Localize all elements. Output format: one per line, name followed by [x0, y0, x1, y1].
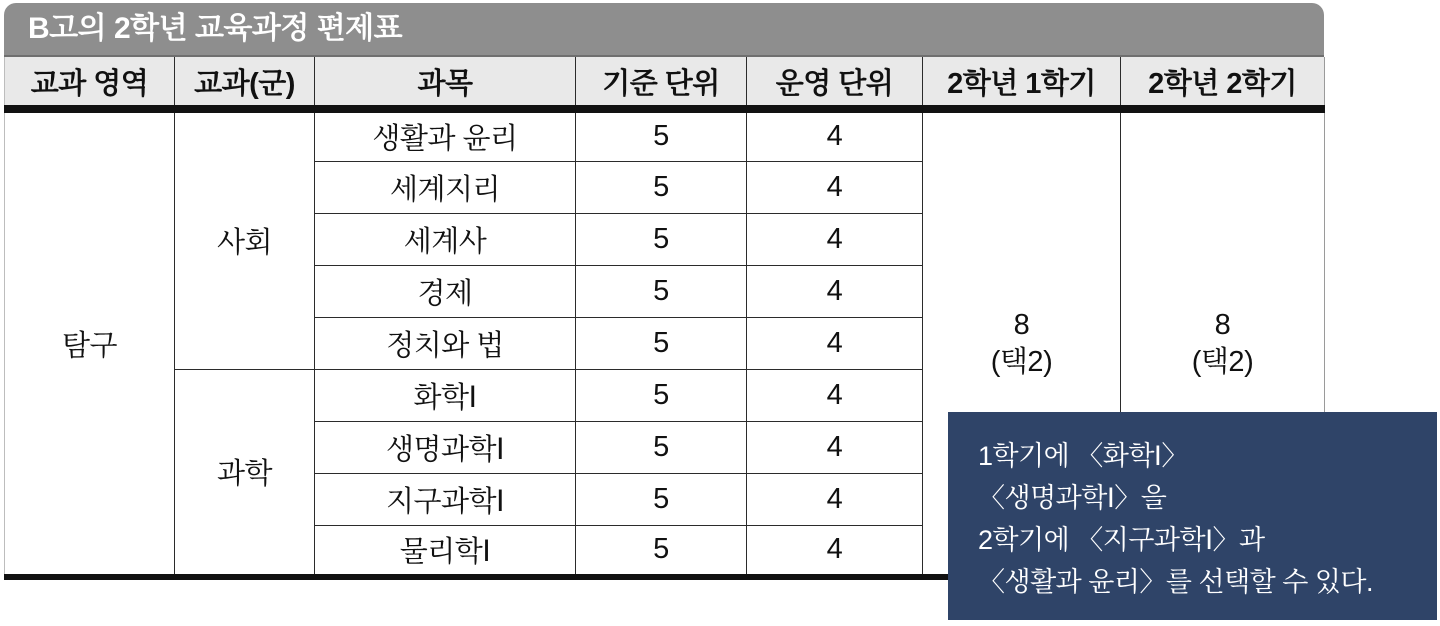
col-header-course: 과목 [315, 57, 576, 109]
standard-units-cell: 5 [576, 525, 747, 577]
area-cell: 탐구 [5, 109, 175, 577]
operating-units-cell: 4 [747, 421, 923, 473]
semester1-units: 8 [1013, 309, 1030, 342]
operating-units-cell: 4 [747, 265, 923, 317]
standard-units-cell: 5 [576, 473, 747, 525]
operating-units-cell: 4 [747, 473, 923, 525]
operating-units-cell: 4 [747, 109, 923, 161]
subject-cell: 지구과학Ⅰ [315, 473, 576, 525]
semester2-units: 8 [1214, 309, 1231, 342]
callout-line: 1학기에 〈화학Ⅰ〉 [978, 441, 1188, 471]
standard-units-cell: 5 [576, 161, 747, 213]
table-row [5, 109, 1325, 161]
callout-line: 〈생활과 윤리〉를 선택할 수 있다. [978, 567, 1373, 597]
col-header-semester2: 2학년 2학기 [1121, 57, 1325, 109]
operating-units-cell: 4 [747, 369, 923, 421]
subject-cell: 정치와 법 [315, 317, 576, 369]
callout-line: 〈생명과학Ⅰ〉을 [978, 483, 1167, 513]
col-header-operating-units: 운영 단위 [747, 57, 923, 109]
subject-cell: 물리학Ⅰ [315, 525, 576, 577]
subject-cell: 세계사 [315, 213, 576, 265]
standard-units-cell: 5 [576, 317, 747, 369]
table-title-bar [4, 3, 1324, 57]
header-row [5, 57, 1325, 109]
callout-box [948, 412, 1437, 620]
col-header-subject-group: 교과(군) [175, 57, 315, 109]
subject-cell: 생활과 윤리 [315, 109, 576, 161]
standard-units-cell: 5 [576, 213, 747, 265]
group-cell-science: 과학 [175, 369, 315, 577]
semester1-choice-note: (택2) [990, 345, 1053, 378]
operating-units-cell: 4 [747, 161, 923, 213]
subject-cell: 생명과학Ⅰ [315, 421, 576, 473]
table-title: B고의 2학년 교육과정 편제표 [28, 12, 403, 45]
callout-line: 2학기에 〈지구과학Ⅰ〉과 [978, 525, 1265, 555]
group-cell-social: 사회 [175, 109, 315, 369]
standard-units-cell: 5 [576, 421, 747, 473]
operating-units-cell: 4 [747, 213, 923, 265]
col-header-semester1: 2학년 1학기 [923, 57, 1121, 109]
semester2-choice-note: (택2) [1191, 345, 1254, 378]
subject-cell: 세계지리 [315, 161, 576, 213]
col-header-standard-units: 기준 단위 [576, 57, 747, 109]
col-header-subject-area: 교과 영역 [5, 57, 175, 109]
subject-cell: 경제 [315, 265, 576, 317]
standard-units-cell: 5 [576, 109, 747, 161]
operating-units-cell: 4 [747, 317, 923, 369]
standard-units-cell: 5 [576, 369, 747, 421]
subject-cell: 화학Ⅰ [315, 369, 576, 421]
operating-units-cell: 4 [747, 525, 923, 577]
standard-units-cell: 5 [576, 265, 747, 317]
